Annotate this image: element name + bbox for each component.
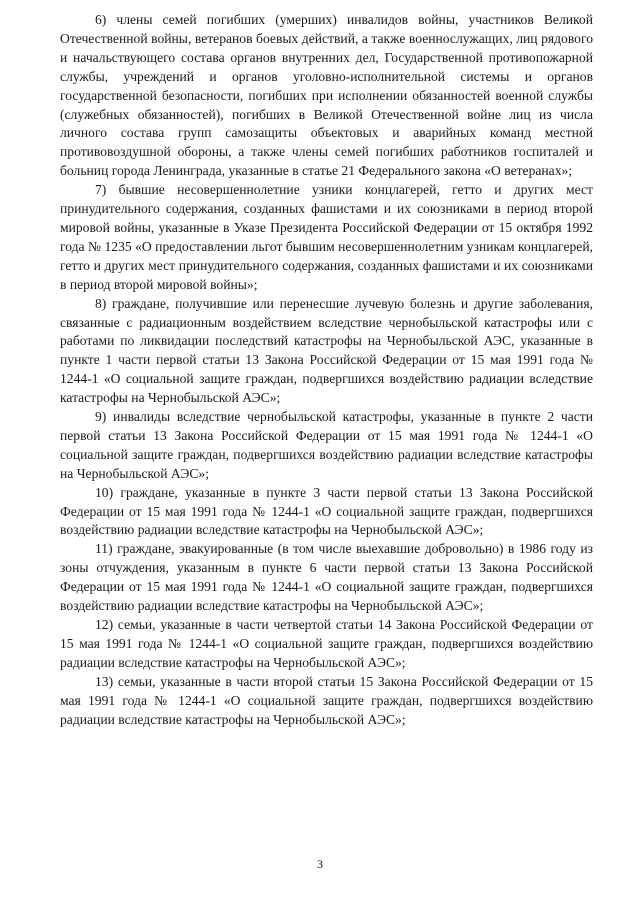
paragraph-item-13: 13) семьи, указанные в части второй статьи 15 Закона Российской Федерации от 15 мая 1991 года № 1244-1 «О социальной защите граждан, подвергшихся воздействию радиации вследствие катастрофы на Чернобыльской АЭС»;: [60, 673, 593, 727]
paragraph-item-11: 11) граждане, эвакуированные (в том числе выехавшие добровольно) в 1986 году из зоны отчуждения, указанным в пункте 6 части первой статьи 13 Закона Российской Федерации от 15 мая 1991 года № 1244-1 «О социальной защите граждан, подвергшихся воздействию радиации вследствие катастрофы на Чернобыльской АЭС»;: [60, 541, 593, 614]
paragraph-item-8: 8) граждане, получившие или перенесшие лучевую болезнь и другие заболевания, связанные с радиационным воздействием вследствие чернобыльской катастрофы или с работами по ликвидации последствий катастрофы на Чернобыльской АЭС, указанные в пункте 1 части первой статьи 13 Закона Российской Федерации от 15 мая 1991 года № 1244-1 «О социальной защите граждан, подвергшихся воздействию радиации вследствие катастрофы на Чернобыльской АЭС»;: [60, 295, 593, 406]
page-number: 3: [317, 857, 323, 871]
paragraph-item-12: 12) семьи, указанные в части четвертой статьи 14 Закона Российской Федерации от 15 мая 1991 года № 1244-1 «О социальной защите граждан, подвергшихся воздействию радиации вследствие катастрофы на Чернобыльской АЭС»;: [60, 617, 593, 670]
paragraph-item-10: 10) граждане, указанные в пункте 3 части первой статьи 13 Закона Российской Федерации от 15 мая 1991 года № 1244-1 «О социальной защите граждан, подвергшихся воздействию радиации вследствие катастрофы на Чернобыльской АЭС»;: [60, 484, 593, 538]
paragraph-item-9: 9) инвалиды вследствие чернобыльской катастрофы, указанные в пункте 2 части первой статьи 13 Закона Российской Федерации от 15 мая 1991 года № 1244-1 «О социальной защите граждан, подвергшихся воздействию радиации вследствие катастрофы на Чернобыльской АЭС»;: [60, 409, 593, 481]
paragraph-item-6: 6) члены семей погибших (умерших) инвалидов войны, участников Великой Отечественной войны, ветеранов боевых действий, а также военнослужащих, лиц рядового и начальствующего состава органов внутренних дел, Государственной противопожарной службы, учреждений и органов уголовно-исполнительной системы и органов государственной безопасности, погибших при исполнении обязанностей военной службы (служебных обязанностей), погибших в Великой Отечественной войне лиц из числа личного состава групп самозащиты объектовых и аварийных команд местной противовоздушной обороны, а также члены семей погибших работников госпиталей и больниц города Ленинграда, указанные в статье 21 Федерального закона «О ветеранах»;: [60, 12, 593, 179]
document-body: [60, 11, 593, 729]
paragraph-item-7: 7) бывшие несовершеннолетние узники концлагерей, гетто и других мест принудительного содержания, созданных фашистами и их союзниками в период второй мировой войны, указанные в Указе Президента Российской Федерации от 15 октября 1992 года № 1235 «О предоставлении льгот бывшим несовершеннолетним узникам концлагерей, гетто и других мест принудительного содержания, созданных фашистами и их союзниками в период второй мировой войны»;: [60, 182, 593, 292]
